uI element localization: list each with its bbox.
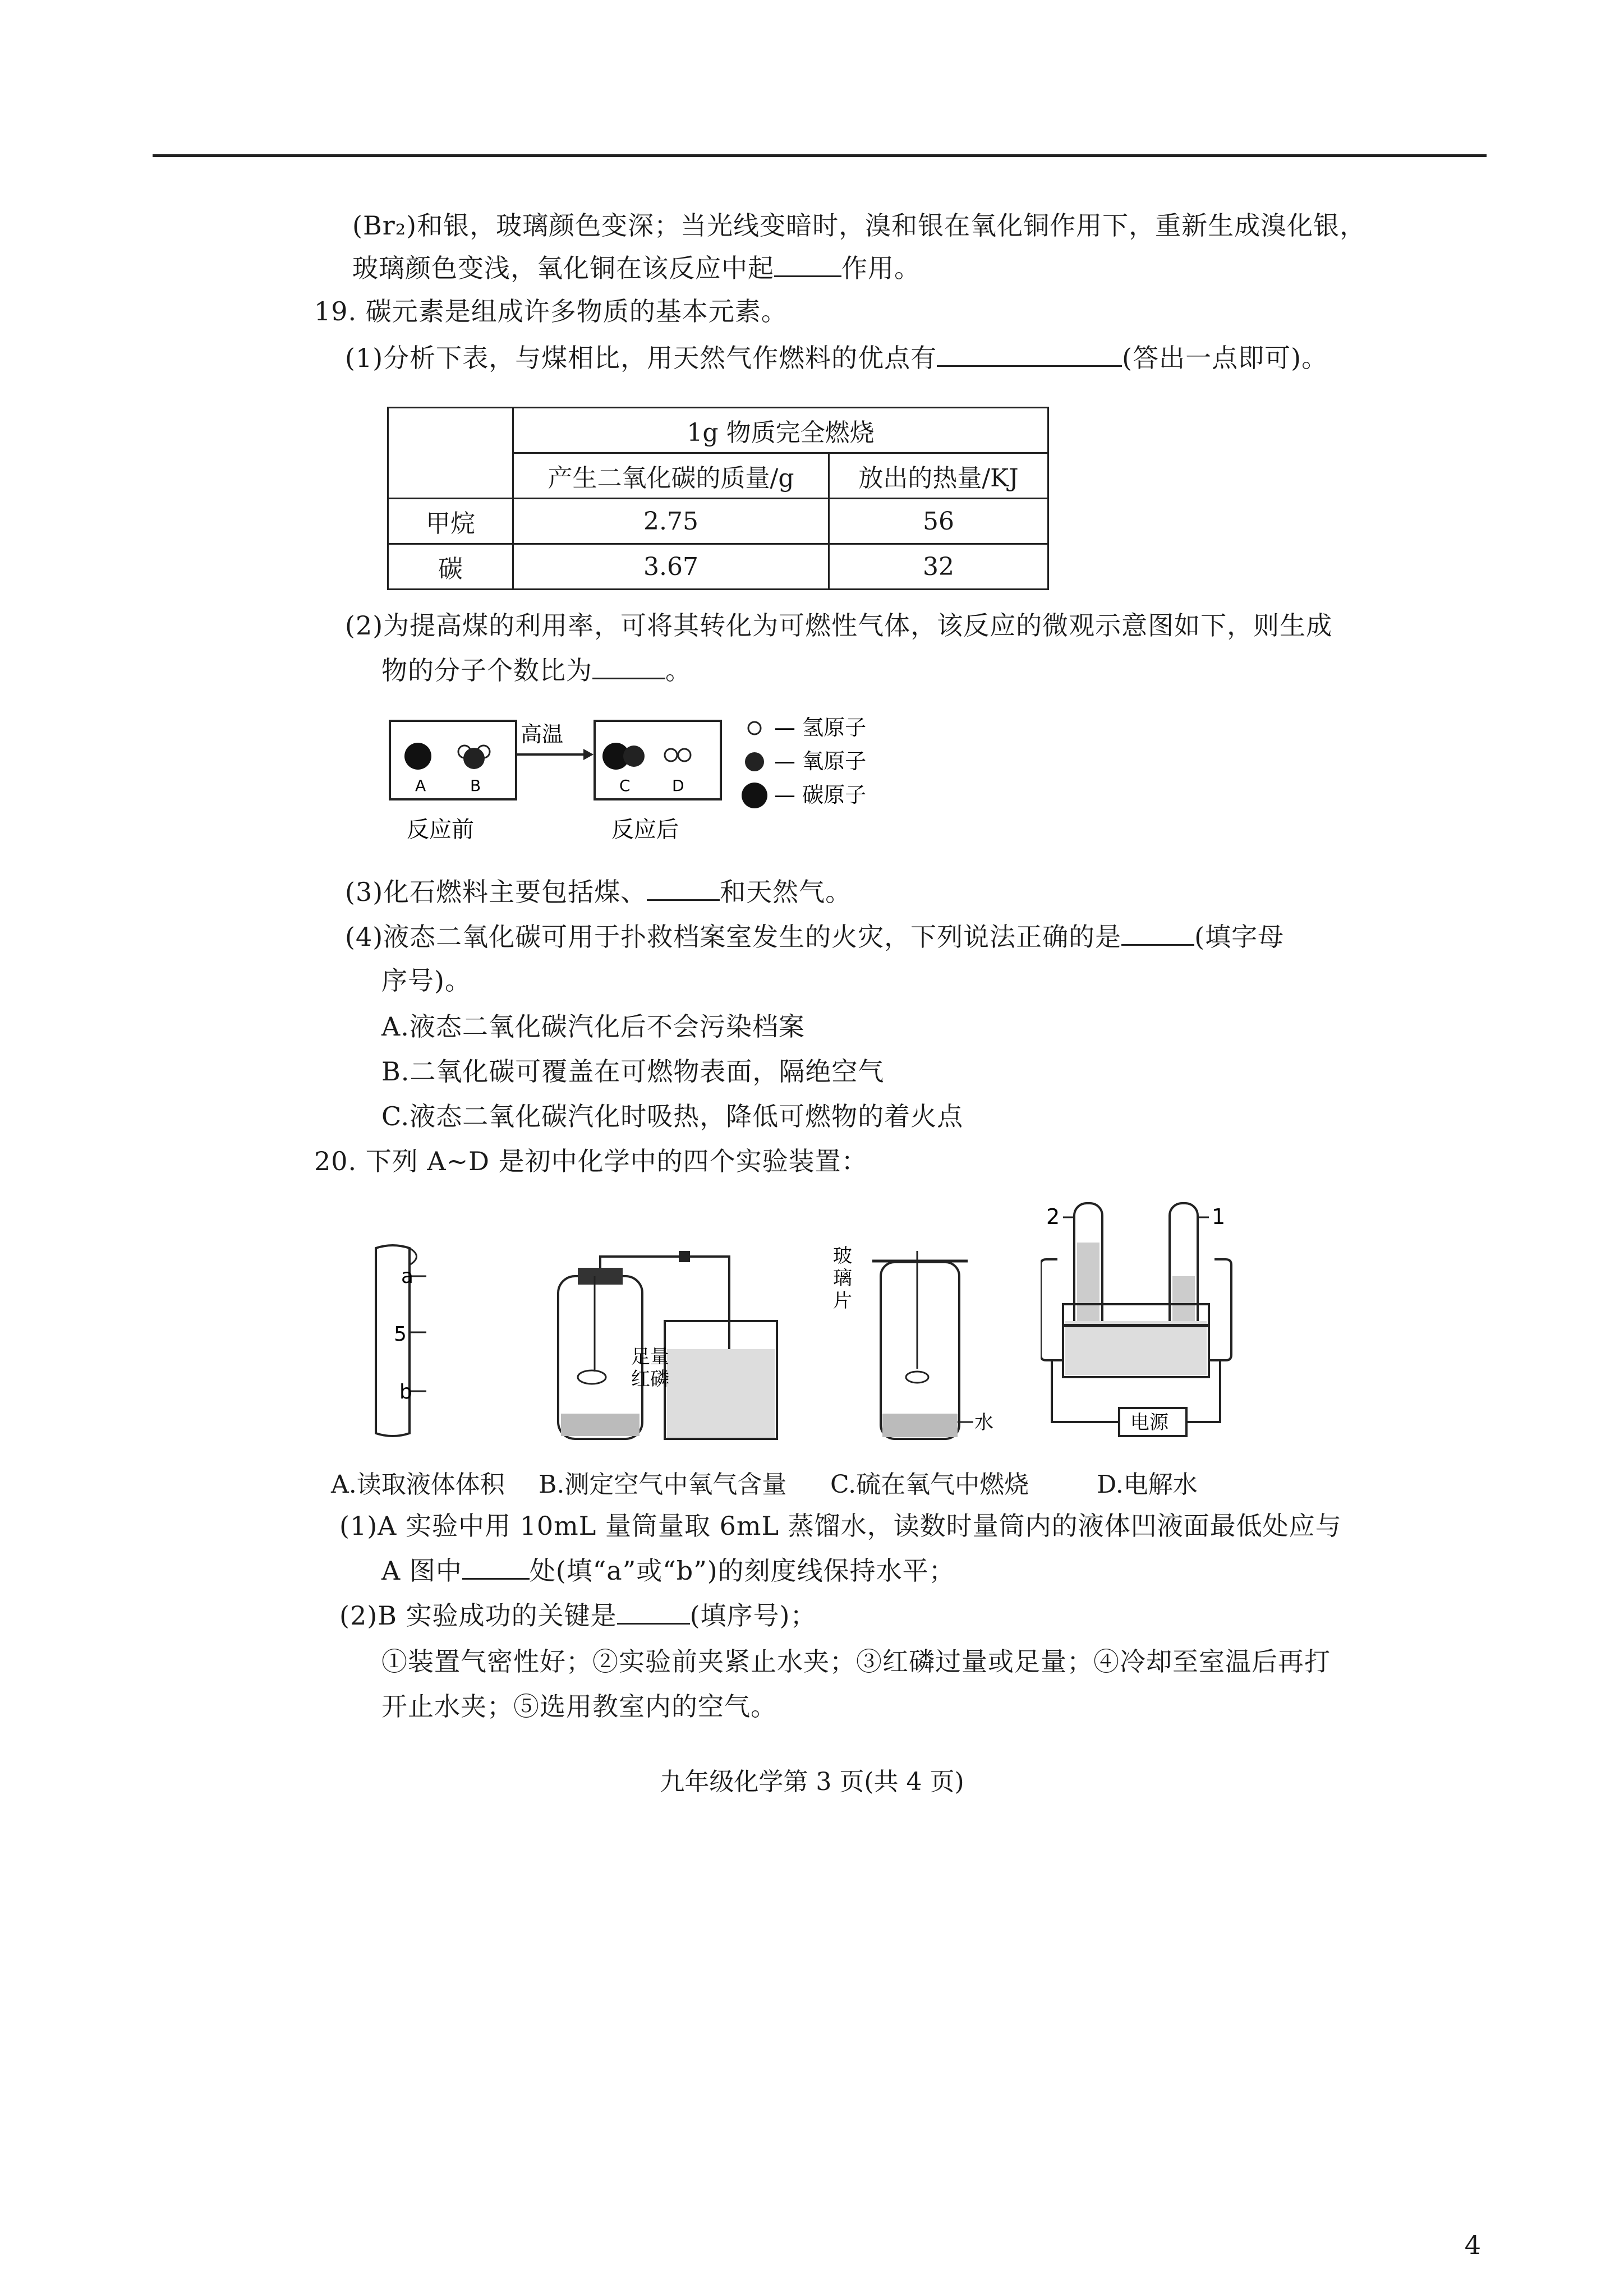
label-red-phosphorus: 红磷 [631,1368,669,1391]
table-cell-name: 碳 [388,544,513,590]
mark-5: 5 [394,1323,407,1346]
arrow-label: 高温 [521,722,564,747]
mark-b: b [399,1381,412,1404]
q19-part4-blank[interactable] [1121,922,1194,946]
q19-part2-text-c: 。 [665,655,692,685]
after-caption: 反应后 [611,817,679,843]
table-corner-cell [388,408,513,499]
q19-part3-text-b: 和天然气。 [720,877,852,907]
label-power: 电源 [1130,1411,1168,1434]
q19-part2-line2 [381,654,692,687]
q19-part1 [345,341,1328,375]
q19-option-a: A.液态二氧化碳汽化后不会污染档案 [381,1011,805,1042]
q19-part4-line2: 序号)。 [381,965,471,996]
table-cell-name: 甲烷 [388,499,513,544]
q20-part2-line1 [339,1599,817,1632]
q19-part3-blank[interactable] [647,877,720,901]
q19-option-c: C.液态二氧化碳汽化时吸热，降低可燃物的着火点 [381,1101,964,1131]
q18-line1: (Br₂)和银，玻璃颜色变深；当光线变暗时，溴和银在氧化铜作用下，重新生成溴化银， [352,210,1367,241]
q19-part1-text-a: (1)分析下表，与煤相比，用天然气作燃料的优点有 [345,343,937,373]
figure-d-electrolysis [1041,1192,1276,1444]
label-D: D [672,776,684,795]
figure-b-apparatus [536,1214,783,1447]
caption-c: C.硫在氧气中燃烧 [830,1470,1029,1499]
q20-part2-line2: ①装置气密性好；②实验前夹紧止水夹；③红磷过量或足量；④冷却至室温后再打 [381,1646,1331,1677]
label-glass-3: 片 [833,1290,852,1312]
table-col-heat: 放出的热量/KJ [829,453,1048,499]
legend-oxygen: — 氧原子 [774,749,867,774]
combustion-table [387,407,1049,590]
q19-part2-blank[interactable] [592,655,665,679]
top-rule [153,154,1487,157]
page-number: 4 [1464,2230,1481,2260]
table-row [388,544,1048,590]
table-col-co2: 产生二氧化碳的质量/g [513,453,829,499]
q20-part1-text-b: A 图中 [381,1556,462,1586]
legend-hydrogen: — 氢原子 [774,715,867,740]
q20-part1-line2 [381,1554,955,1588]
q18-line2-text-a: 玻璃颜色变浅，氧化铜在该反应中起 [352,253,774,283]
label-tube-2: 2 [1046,1204,1060,1229]
label-B: B [470,776,481,795]
q20-part2-line3: 开止水夹；⑤选用教室内的空气。 [381,1691,777,1722]
before-caption: 反应前 [407,817,474,843]
caption-b: B.测定空气中氧气含量 [539,1470,787,1499]
q19-part4-text-b: (填字母 [1194,922,1285,952]
q18-answer-blank[interactable] [774,253,841,277]
q18-line2-text-b: 作用。 [841,253,921,283]
page-footer: 九年级化学第 3 页(共 4 页) [660,1768,964,1796]
q19-part2-line1: (2)为提高煤的利用率，可将其转化为可燃性气体，该反应的微观示意图如下，则生成 [345,610,1333,641]
q20-title: 20. 下列 A~D 是初中化学中的四个实验装置： [314,1146,868,1176]
q20-part1-line1: (1)A 实验中用 10mL 量筒量取 6mL 蒸馏水，读数时量筒内的液体凹液面最低处应与 [339,1511,1342,1541]
reaction-diagram [387,712,926,853]
q19-part1-text-b: (答出一点即可)。 [1122,343,1328,373]
q19-part4-text-a: (4)液态二氧化碳可用于扑救档案室发生的火灾，下列说法正确的是 [345,922,1122,952]
legend [742,715,866,808]
label-water: 水 [974,1411,993,1434]
label-C: C [619,776,631,795]
label-glass-2: 璃 [833,1267,852,1290]
table-cell-heat: 32 [829,544,1048,590]
label-A: A [415,776,426,795]
q19-part2-text-b: 物的分子个数比为 [381,655,592,685]
after-box [595,721,721,799]
q19-part3-text-a: (3)化石燃料主要包括煤、 [345,877,647,907]
q19-part3 [345,875,852,909]
caption-d: D.电解水 [1097,1470,1198,1499]
legend-carbon: — 碳原子 [774,783,867,807]
label-tube-1: 1 [1212,1204,1226,1229]
q20-part1-blank[interactable] [462,1556,530,1580]
before-box [390,721,516,799]
label-glass-1: 玻 [833,1245,852,1267]
figure-a-cylinder [365,1243,454,1444]
q18-line2 [352,251,921,285]
q19-part4 [345,920,1284,954]
q19-part1-blank[interactable] [937,343,1122,367]
q19-option-b: B.二氧化碳可覆盖在可燃物表面，隔绝空气 [381,1056,885,1087]
q20-part2-text-a: (2)B 实验成功的关键是 [339,1600,617,1631]
table-row [388,499,1048,544]
table-header-row [388,408,1048,453]
label-ample: 足量 [631,1346,669,1368]
q20-part2-blank[interactable] [617,1600,690,1625]
table-header: 1g 物质完全燃烧 [513,408,1048,453]
table-cell-heat: 56 [829,499,1048,544]
figure-c-apparatus [827,1240,996,1444]
q20-part1-text-c: 处(填“a”或“b”)的刻度线保持水平； [529,1556,955,1586]
table-cell-co2: 2.75 [513,499,829,544]
reaction-arrow [517,722,594,760]
mark-a: a [401,1265,414,1288]
caption-a: A.读取液体体积 [331,1470,505,1499]
q19-title: 19. 碳元素是组成许多物质的基本元素。 [314,296,788,326]
q20-part2-text-b: (填序号)； [689,1600,817,1631]
table-cell-co2: 3.67 [513,544,829,590]
